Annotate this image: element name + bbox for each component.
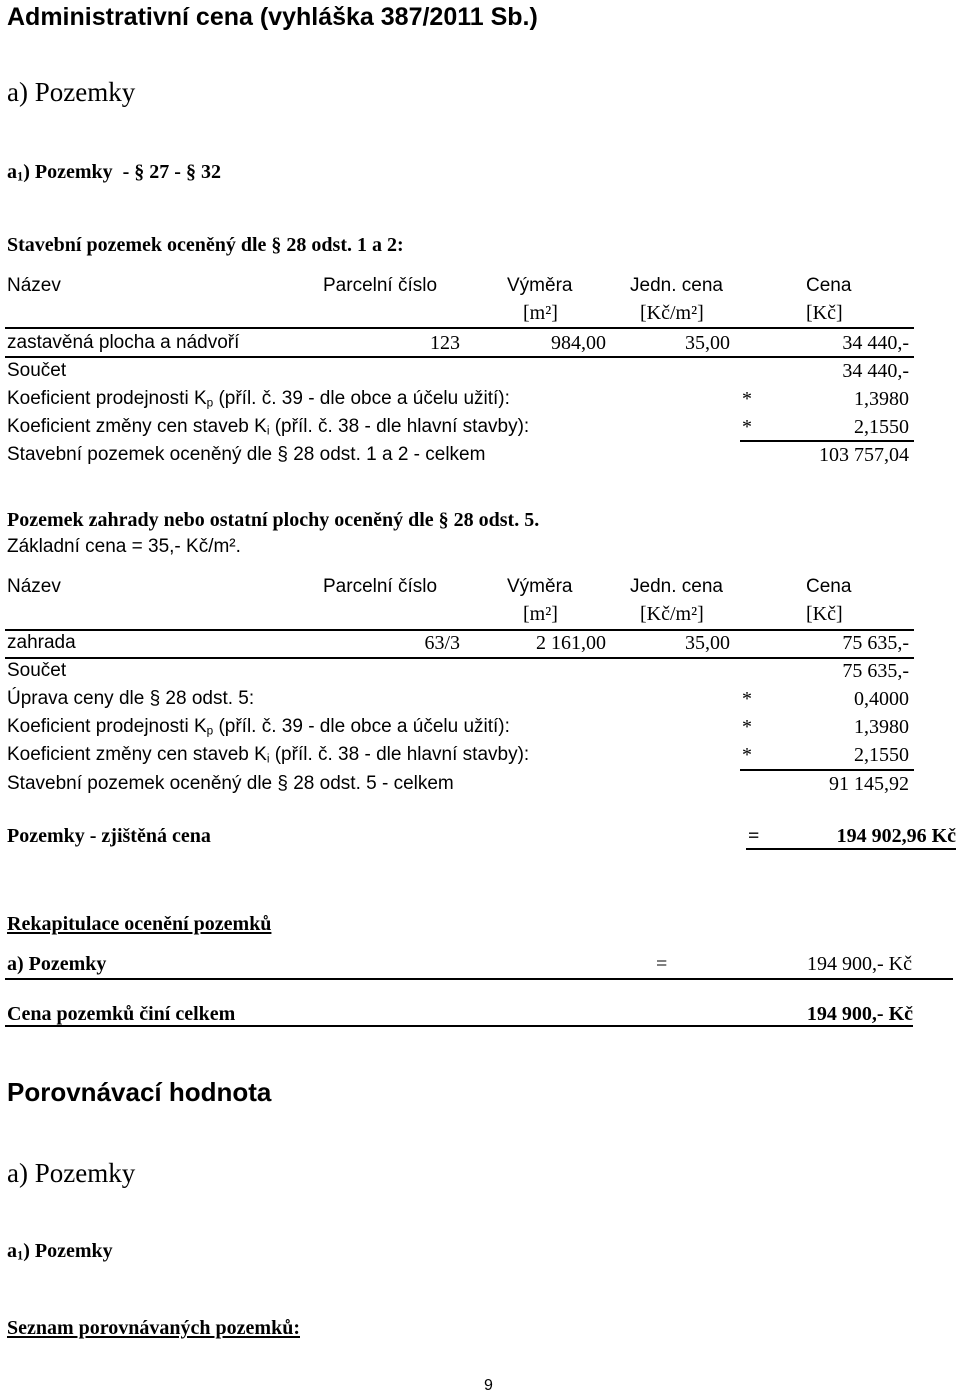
col-header-parcel: Parcelní číslo [323, 576, 438, 597]
col-header-name: Název [7, 275, 61, 296]
recap-rule [5, 978, 953, 980]
comparative-list-heading: Seznam porovnávaných pozemků: [7, 1317, 300, 1339]
table1-sum-label: Součet [7, 360, 67, 381]
table1-coef-change-value: 2,1550 [854, 416, 909, 438]
table1-row-price: 34 440,- [842, 332, 909, 354]
subsection-heading-a1: $a_1$) Pozemky - § 27 - § 32 [7, 161, 221, 184]
col-unit-area: [m²] [523, 603, 558, 625]
subtotal-rule [740, 440, 914, 442]
comparative-section-heading: a) Pozemky [7, 1158, 136, 1188]
page-number: 9 [484, 1377, 493, 1394]
table2-adjust-value: 0,4000 [854, 688, 909, 710]
table1-coef-change-op: * [742, 416, 752, 438]
result-label: Pozemky - zjištěná cena [7, 825, 211, 847]
table2-coef-sales-label: Koeficient prodejnosti $K_p$ (příl. č. 39 - dle obce a účelu užití): [7, 716, 510, 738]
table2-total-label: Stavební pozemek oceněný dle § 28 odst. 5 - celkem [7, 773, 454, 794]
table2-coef-change-value: 2,1550 [854, 744, 909, 766]
table2-row-parcel: 63/3 [424, 632, 460, 654]
subtotal-rule [740, 769, 914, 771]
table1-sum-value: 34 440,- [842, 360, 909, 382]
table1-row-name: zastavěná plocha a nádvoří [7, 332, 240, 353]
table2-coef-change-op: * [742, 744, 752, 766]
table2-sum-value: 75 635,- [842, 660, 909, 682]
table2-coef-sales-value: 1,3980 [854, 716, 909, 738]
table2-row-unit-price: 35,00 [685, 632, 730, 654]
recap-heading: Rekapitulace ocenění pozemků [7, 913, 272, 935]
table1-heading: Stavební pozemek oceněný dle § 28 odst. 1 a 2: [7, 234, 404, 256]
recap-total-underline [5, 1025, 913, 1027]
table2-adjust-op: * [742, 688, 752, 710]
recap-row-label: a) Pozemky [7, 953, 107, 975]
table1-row-area: 984,00 [551, 332, 606, 354]
row-rule [5, 356, 914, 358]
table1-total-value: 103 757,04 [819, 444, 909, 466]
section-heading-pozemky: a) Pozemky [7, 77, 136, 107]
col-unit-unit-price: [Kč/m²] [640, 302, 704, 324]
table2-heading: Pozemek zahrady nebo ostatní plochy oceněný dle § 28 odst. 5. [7, 509, 540, 531]
result-op: = [748, 825, 760, 847]
result-underline [746, 848, 956, 850]
table1-row-unit-price: 35,00 [685, 332, 730, 354]
col-header-area: Výměra [507, 275, 573, 296]
table1-row-parcel: 123 [430, 332, 460, 354]
col-unit-unit-price: [Kč/m²] [640, 603, 704, 625]
table2-total-value: 91 145,92 [829, 773, 909, 795]
header-rule [5, 629, 914, 631]
col-header-name: Název [7, 576, 61, 597]
recap-total-value: 194 900,- Kč [806, 1003, 913, 1025]
col-unit-price: [Kč] [806, 302, 843, 324]
col-unit-price: [Kč] [806, 603, 843, 625]
row-rule [5, 657, 914, 659]
col-unit-area: [m²] [523, 302, 558, 324]
table2-base-price: Základní cena = 35,- Kč/m². [7, 536, 241, 557]
table1-coef-change-label: Koeficient změny cen staveb $K_i$ (příl. č. 38 - dle hlavní stavby): [7, 416, 530, 438]
table1-coef-sales-op: * [742, 388, 752, 410]
comparative-heading: Porovnávací hodnota [7, 1077, 272, 1107]
table2-row-name: zahrada [7, 632, 76, 653]
col-header-area: Výměra [507, 576, 573, 597]
col-header-price: Cena [806, 576, 852, 597]
table1-total-label: Stavební pozemek oceněný dle § 28 odst. 1 a 2 - celkem [7, 444, 486, 465]
table2-coef-sales-op: * [742, 716, 752, 738]
table2-sum-label: Součet [7, 660, 67, 681]
table2-row-price: 75 635,- [842, 632, 909, 654]
col-header-parcel: Parcelní číslo [323, 275, 438, 296]
table2-row-area: 2 161,00 [536, 632, 606, 654]
table1-coef-sales-label: Koeficient prodejnosti $K_p$ (příl. č. 39 - dle obce a účelu užití): [7, 388, 510, 410]
recap-row-op: = [656, 953, 668, 975]
recap-row-value: 194 900,- Kč [807, 953, 912, 975]
comparative-subsection-heading: $a_1$) Pozemky [7, 1240, 113, 1263]
table2-coef-change-label: Koeficient změny cen staveb $K_i$ (příl. č. 38 - dle hlavní stavby): [7, 744, 530, 766]
col-header-unit-price: Jedn. cena [630, 275, 723, 296]
recap-total-label: Cena pozemků činí celkem [7, 1003, 236, 1025]
result-value: 194 902,96 Kč [836, 825, 956, 847]
table2-adjust-label: Úprava ceny dle § 28 odst. 5: [7, 688, 255, 709]
col-header-price: Cena [806, 275, 852, 296]
header-rule [5, 327, 914, 329]
table1-coef-sales-value: 1,3980 [854, 388, 909, 410]
col-header-unit-price: Jedn. cena [630, 576, 723, 597]
page-title: Administrativní cena (vyhláška 387/2011 Sb.) [7, 3, 538, 31]
